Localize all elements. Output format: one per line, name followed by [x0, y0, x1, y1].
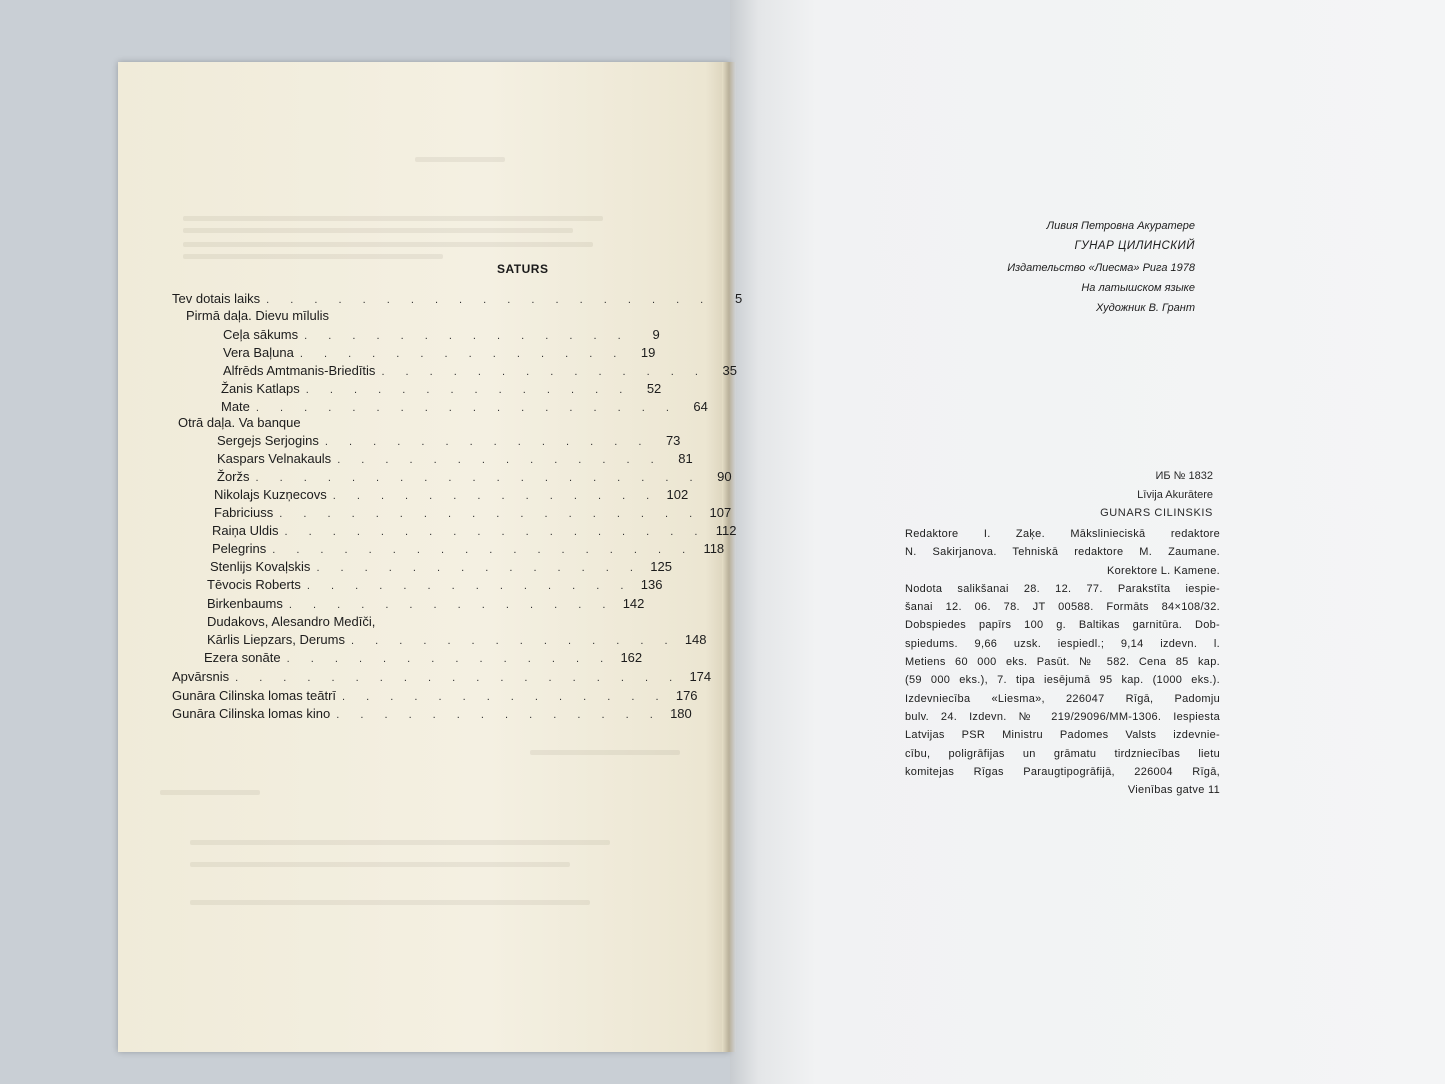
toc-leader: . . . . . . . . . . . . . . . . . . . [235, 672, 682, 684]
toc-entry-page: 176 [675, 688, 698, 703]
toc-entry-title: Kārlis Liepzars, Derums [207, 632, 345, 647]
toc-entry [223, 327, 660, 345]
imprint-line: Metiens 60 000 eks. Pasūt. № 582. Cena 85 kap. [905, 656, 1220, 669]
toc-leader: . . . . . . . . . . . . . . [337, 454, 663, 466]
toc-leader: . . . . . . . . . . . . . . [299, 348, 626, 360]
imprint-line: komitejas Rīgas Paraugtipogrāfijā, 226004 Rīgā, [905, 765, 1220, 778]
imprint-line: Korektore L. Kamene. [1106, 564, 1220, 577]
toc-entry-title: Žoržs [217, 469, 250, 484]
toc-entry [214, 505, 732, 523]
toc-entry [207, 632, 707, 650]
toc-entry [223, 363, 737, 381]
toc-entry-title: Kaspars Velnakauls [217, 451, 332, 466]
toc-entry [217, 433, 681, 451]
cyrillic-line: На латышском языке [1081, 282, 1195, 294]
imprint-line: Redaktore I. Zaķe. Mākslinieciskā redaktore [905, 528, 1220, 540]
toc-entry-title: Sergejs Serjogins [217, 433, 319, 448]
toc-entry [172, 669, 712, 687]
toc-leader: . . . . . . . . . . . . . . . . . . [255, 402, 678, 414]
toc-part [186, 308, 546, 326]
toc-entry-title: Raiņa Uldis [212, 523, 279, 538]
toc-leader: . . . . . . . . . . . . . . [342, 691, 668, 703]
author-name: Līvija Akurātere [1137, 489, 1213, 501]
toc-leader: . . . . . . . . . . . . . . [286, 653, 613, 665]
toc-entry-page: 35 [722, 363, 737, 378]
toc-entry [172, 688, 698, 706]
book-spine [722, 62, 736, 1052]
toc-part [178, 415, 538, 433]
toc-entry-title: Gunāra Cilinska lomas kino [172, 706, 331, 721]
toc-entry-page: 180 [670, 706, 692, 721]
toc-entry-title: Tēvocis Roberts [207, 577, 301, 592]
imprint-line: bulv. 24. Izdevn. № 219/29096/MM-1306. Iespiesta [905, 710, 1220, 723]
toc-entry-title: Dudakovs, Alesandro Medīči, [207, 614, 376, 629]
toc-entry-title: Žanis Katlaps [221, 381, 300, 396]
toc-entry-page: 162 [620, 650, 643, 665]
toc-leader: . . . . . . . . . . . . . . [306, 580, 633, 592]
toc-entry [214, 487, 689, 505]
toc-entry-page: 142 [622, 596, 645, 611]
toc-entry [217, 451, 693, 469]
imprint-line: šanai 12. 06. 78. JT 00588. Formāts 84×108/32. [905, 601, 1220, 614]
toc-entry-page: 174 [689, 669, 712, 684]
toc-entry [204, 650, 643, 668]
toc-entry-title: Pelegrins [212, 541, 267, 556]
toc-part-title: Otrā daļa. Va banque [178, 415, 301, 430]
toc-entry-page: 112 [715, 523, 737, 538]
toc-entry-title: Gunāra Cilinska lomas teātrī [172, 688, 337, 703]
toc-entry-page: 73 [665, 433, 681, 448]
toc-entry [223, 345, 656, 363]
toc-entry [207, 614, 537, 632]
toc-entry-title: Alfrēds Amtmanis-Briedītis [223, 363, 376, 378]
toc-entry-title: Vera Baļuna [223, 345, 294, 360]
toc-entry [212, 541, 725, 559]
publication-details [905, 525, 1220, 799]
toc-entry-title: Tev dotais laiks [172, 291, 261, 306]
toc-entry [221, 381, 662, 399]
toc-entry-title: Ceļa sākums [223, 327, 299, 342]
toc-leader: . . . . . . . . . . . . . . [351, 635, 677, 647]
imprint-line: (59 000 eks.), 7. tipa iesējumā 95 kap. (1000 eks.). [905, 674, 1220, 687]
toc-leader: . . . . . . . . . . . . . . [336, 709, 662, 721]
toc-entry [172, 291, 743, 309]
cyrillic-line: ГУНАР ЦИЛИНСКИЙ [1074, 240, 1195, 252]
toc-entry-title: Mate [221, 399, 250, 414]
toc-entry-page: 5 [735, 291, 743, 306]
toc-leader: . . . . . . . . . . . . . . [324, 436, 651, 448]
cyrillic-line: Художник В. Грант [1096, 302, 1195, 314]
toc-entry-title: Birkenbaums [207, 596, 283, 611]
toc-entry [207, 577, 663, 595]
toc-leader: . . . . . . . . . . . . . . [304, 330, 630, 342]
toc-leader: . . . . . . . . . . . . . . . . . . [272, 544, 695, 556]
imprint-line: Vienības gatve 11 [1127, 784, 1220, 797]
toc-entry-page: 148 [684, 632, 707, 647]
imprint-line: Dobspiedes papīrs 100 g. Baltikas garnitūra. Dob- [905, 619, 1220, 632]
toc-entry-page: 90 [717, 469, 732, 484]
toc-entry-page: 52 [646, 381, 662, 396]
toc-entry-title: Ezera sonāte [204, 650, 281, 665]
toc-entry [207, 596, 645, 614]
imprint-line: spiedums. 9,66 uzsk. iespiedl.; 9,14 izdevn. l. [905, 637, 1220, 650]
toc-entry-title: Fabriciuss [214, 505, 274, 520]
toc-leader: . . . . . . . . . . . . . . . . . . [284, 526, 707, 538]
toc-entry-page: 19 [640, 345, 656, 360]
imprint-line: Izdevniecība «Liesma», 226047 Rīgā, Padomju [905, 692, 1220, 705]
toc-leader: . . . . . . . . . . . . . . [316, 562, 642, 574]
imprint-line: N. Sakirjanova. Tehniskā redaktore M. Zaumane. [905, 546, 1220, 559]
toc-entry-page: 64 [693, 399, 708, 414]
cyrillic-line: Ливия Петровна Акуратере [1046, 220, 1195, 232]
toc-leader: . . . . . . . . . . . . . . . . . . . [266, 294, 713, 306]
imprint-line: Nodota salikšanai 28. 12. 77. Parakstīta iespie- [905, 582, 1220, 595]
toc-entry-page: 125 [650, 559, 672, 574]
toc-entry-page: 118 [703, 541, 725, 556]
cyrillic-line: Издательство «Лиесма» Рига 1978 [1007, 262, 1195, 274]
toc-entry-title: Nikolajs Kuzņecovs [214, 487, 327, 502]
toc-entry [217, 469, 732, 487]
toc-entry-page: 9 [652, 327, 660, 342]
toc-entry [210, 559, 672, 577]
imprint-line: Latvijas PSR Ministru Padomes Valsts izdevnie- [905, 729, 1220, 742]
toc-leader: . . . . . . . . . . . . . . [381, 366, 707, 378]
toc-entry [172, 706, 692, 724]
toc-leader: . . . . . . . . . . . . . . [332, 490, 659, 502]
toc-entry-page: 81 [678, 451, 693, 466]
toc-leader: . . . . . . . . . . . . . . . . . . [279, 508, 702, 520]
toc-entry-page: 102 [666, 487, 689, 502]
toc-entry-title: Apvārsnis [172, 669, 230, 684]
ib-number: ИБ № 1832 [1155, 470, 1213, 482]
toc-leader: . . . . . . . . . . . . . . [305, 384, 632, 396]
toc-entry-page: 136 [640, 577, 663, 592]
toc-entry-page: 107 [709, 505, 732, 520]
toc-leader: . . . . . . . . . . . . . . [288, 599, 615, 611]
book-title: GUNARS CILINSKIS [1100, 507, 1213, 519]
toc-entry [212, 523, 737, 541]
toc-leader: . . . . . . . . . . . . . . . . . . . [255, 472, 702, 484]
toc-heading: SATURS [497, 262, 549, 276]
toc-part-title: Pirmā daļa. Dievu mīlulis [186, 308, 330, 323]
toc-entry-title: Stenlijs Kovaļskis [210, 559, 311, 574]
imprint-line: cību, poligrāfijas un grāmatu tirdzniecības lietu [905, 747, 1220, 760]
